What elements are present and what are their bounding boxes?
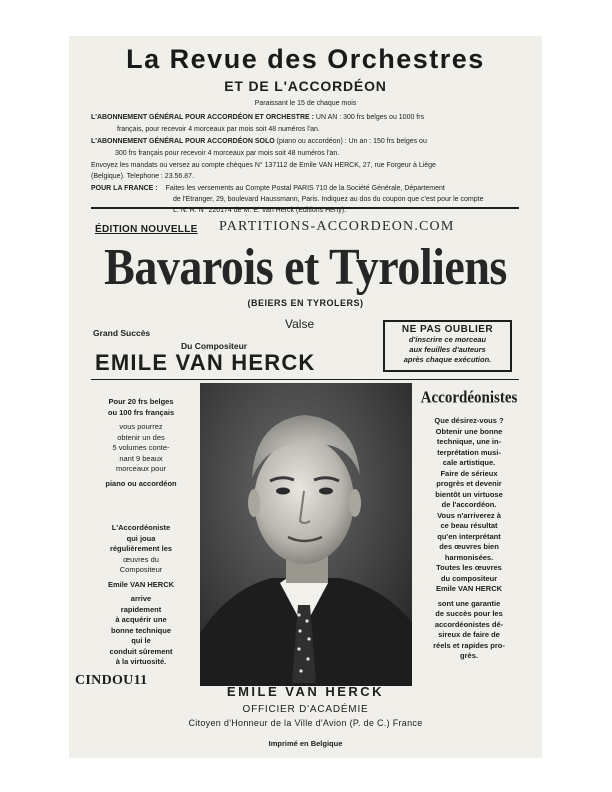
notice-line-3: après chaque exécution.: [403, 355, 492, 364]
subscription-label-1: L'ABONNEMENT GÉNÉRAL POUR ACCORDÉON ET ORCHESTRE :: [91, 114, 314, 121]
composer-rule: [91, 379, 519, 380]
right-line: Emile VAN HERCK: [435, 584, 503, 593]
portrait-caption-citizen: Citoyen d'Honneur de la Ville d'Avion (P. de C.) France: [188, 718, 423, 728]
notice-box: [383, 320, 512, 372]
right-line: qu'en interprétant: [437, 531, 501, 541]
subscription-label-3: L'ABONNEMENT GÉNÉRAL POUR ACCORDÉON SOLO: [91, 138, 275, 145]
france-line-3: L. N. R. N° 220174 de M. E. Van Herck (Editions Herty).: [173, 207, 347, 214]
right-line: accordéonistes dé-: [434, 619, 504, 629]
magazine-subtitle: ET DE L'ACCORDÉON: [224, 78, 387, 94]
subscription-line-5: Envoyez les mandats ou versez au compte chèques N° 137112 de Emile VAN HERCK, 27, rue Forgeur à Liège: [91, 162, 436, 169]
printed-in-label: Imprimé en Belgique: [268, 739, 343, 748]
right-column-text: [419, 416, 519, 662]
right-line: cale artistique.: [442, 458, 496, 467]
left-promo-block: [89, 523, 193, 668]
publication-frequency: Paraissant le 15 de chaque mois: [254, 100, 357, 107]
right-line: Obtenir une bonne: [435, 426, 503, 436]
right-line: réels et rapides pro-: [433, 640, 505, 650]
left-promo-line: qui le: [131, 636, 151, 645]
left-offer-line: obtenir un des: [117, 432, 165, 442]
left-offer-block: [89, 397, 193, 489]
right-line: terprétation musi-: [437, 447, 501, 457]
notice-line-2: aux feuilles d'auteurs: [409, 345, 486, 354]
right-line: bientôt un virtuose: [435, 489, 503, 499]
portrait-caption-title: OFFICIER D'ACADÉMIE: [242, 704, 369, 715]
signature-mark: CINDOU11: [75, 673, 148, 688]
left-offer-line: ou 100 frs français: [107, 407, 175, 417]
subscription-line-3: [91, 136, 521, 147]
du-compositeur-label: Du Compositeur: [181, 341, 248, 351]
right-line: de l'accordéon.: [441, 500, 497, 509]
grand-succes-label: Grand Succès: [93, 328, 151, 338]
right-line: grès.: [460, 651, 478, 660]
subscription-line-4: 300 frs français pour recevoir 4 morceaux par mois soit 48 numéros l'an.: [115, 150, 340, 157]
accordeonistes-heading: Accordéonistes: [420, 388, 518, 408]
right-line: Vous n'arriverez à: [437, 510, 501, 520]
left-promo-line: bonne technique: [111, 625, 171, 635]
left-promo-line: qui joua: [126, 533, 156, 543]
left-offer-line: nant 9 beaux: [119, 453, 163, 463]
left-promo-line: régulièrement les: [109, 544, 173, 553]
left-promo-line: Compositeur: [119, 565, 163, 574]
left-promo-line: conduit sûrement: [109, 646, 173, 656]
edition-label: ÉDITION NOUVELLE: [95, 224, 198, 235]
right-line: du compositeur: [440, 573, 498, 583]
magazine-title: La Revue des Orchestres: [126, 44, 485, 74]
subscription-line-6: (Belgique). Telephone : 23.56.87.: [91, 173, 195, 180]
left-promo-line: à la virtuosité.: [115, 657, 167, 666]
website-watermark: PARTITIONS-ACCORDEON.COM: [219, 219, 455, 234]
left-offer-line: 5 volumes conte-: [112, 443, 170, 452]
france-text-1: Faites les versements au Compte Postal PARIS 710 de la Société Générale, Département: [165, 185, 445, 192]
piece-title: Bavarois et Tyroliens: [104, 238, 507, 296]
right-line: ce beau résultat: [440, 521, 498, 530]
left-offer-line: morceaux pour: [115, 464, 167, 473]
subscription-text-1: UN AN : 300 frs belges ou 1000 frs: [315, 114, 425, 121]
france-label: POUR LA FRANCE :: [91, 185, 158, 192]
france-line-1: [91, 183, 521, 194]
subscription-line-2: français, pour recevoir 4 morceaux par mois soit 48 numéros l'an.: [117, 126, 320, 133]
subscription-line-1: [91, 112, 521, 123]
left-promo-line: œuvres du: [123, 554, 159, 564]
composer-name: EMILE VAN HERCK: [95, 350, 316, 375]
right-line: Faire de sérieux: [440, 468, 498, 478]
left-promo-line: L'Accordéoniste: [111, 523, 171, 532]
header-rule: [91, 207, 519, 209]
right-line: harmonisées.: [444, 552, 494, 562]
right-line: de succès pour les: [435, 609, 503, 618]
left-promo-line: Emile VAN HERCK: [107, 579, 175, 589]
portrait-photo: [200, 383, 412, 686]
notice-heading: NE PAS OUBLIER: [401, 324, 494, 335]
notice-line-1: d'inscrire ce morceau: [408, 335, 487, 344]
right-line: progrès et devenir: [436, 479, 502, 488]
subscription-text-3: (piano ou accordéon) : Un an : 150 frs belges ou: [276, 138, 427, 145]
right-line: technique, une in-: [436, 437, 502, 446]
left-promo-line: rapidement: [120, 604, 162, 614]
sheet-music-cover: [69, 36, 542, 758]
left-offer-line: piano ou accordéon: [105, 478, 177, 488]
portrait-caption-name: EMILE VAN HERCK: [226, 684, 385, 699]
right-line: Que désirez-vous ?: [434, 416, 504, 425]
right-line: des œuvres bien: [439, 542, 499, 551]
right-line: sireux de faire de: [438, 630, 500, 639]
left-promo-line: à acquérir une: [115, 615, 167, 624]
right-line: Toutes les œuvres: [436, 563, 502, 572]
france-line-2: de l'Etranger, 29, boulevard Haussmann, Paris. Indiquez au dos du coupon que c'est pour le compte: [173, 196, 484, 203]
composer-portrait: [200, 383, 412, 686]
left-offer-line: vous pourrez: [119, 422, 163, 431]
right-line: sont une garantie: [437, 598, 501, 608]
piece-genre: Valse: [285, 317, 315, 331]
left-promo-line: arrive: [130, 594, 152, 603]
piece-alt-title: (BEIERS EN TYROLERS): [247, 298, 364, 308]
left-offer-line: Pour 20 frs belges: [108, 397, 174, 406]
